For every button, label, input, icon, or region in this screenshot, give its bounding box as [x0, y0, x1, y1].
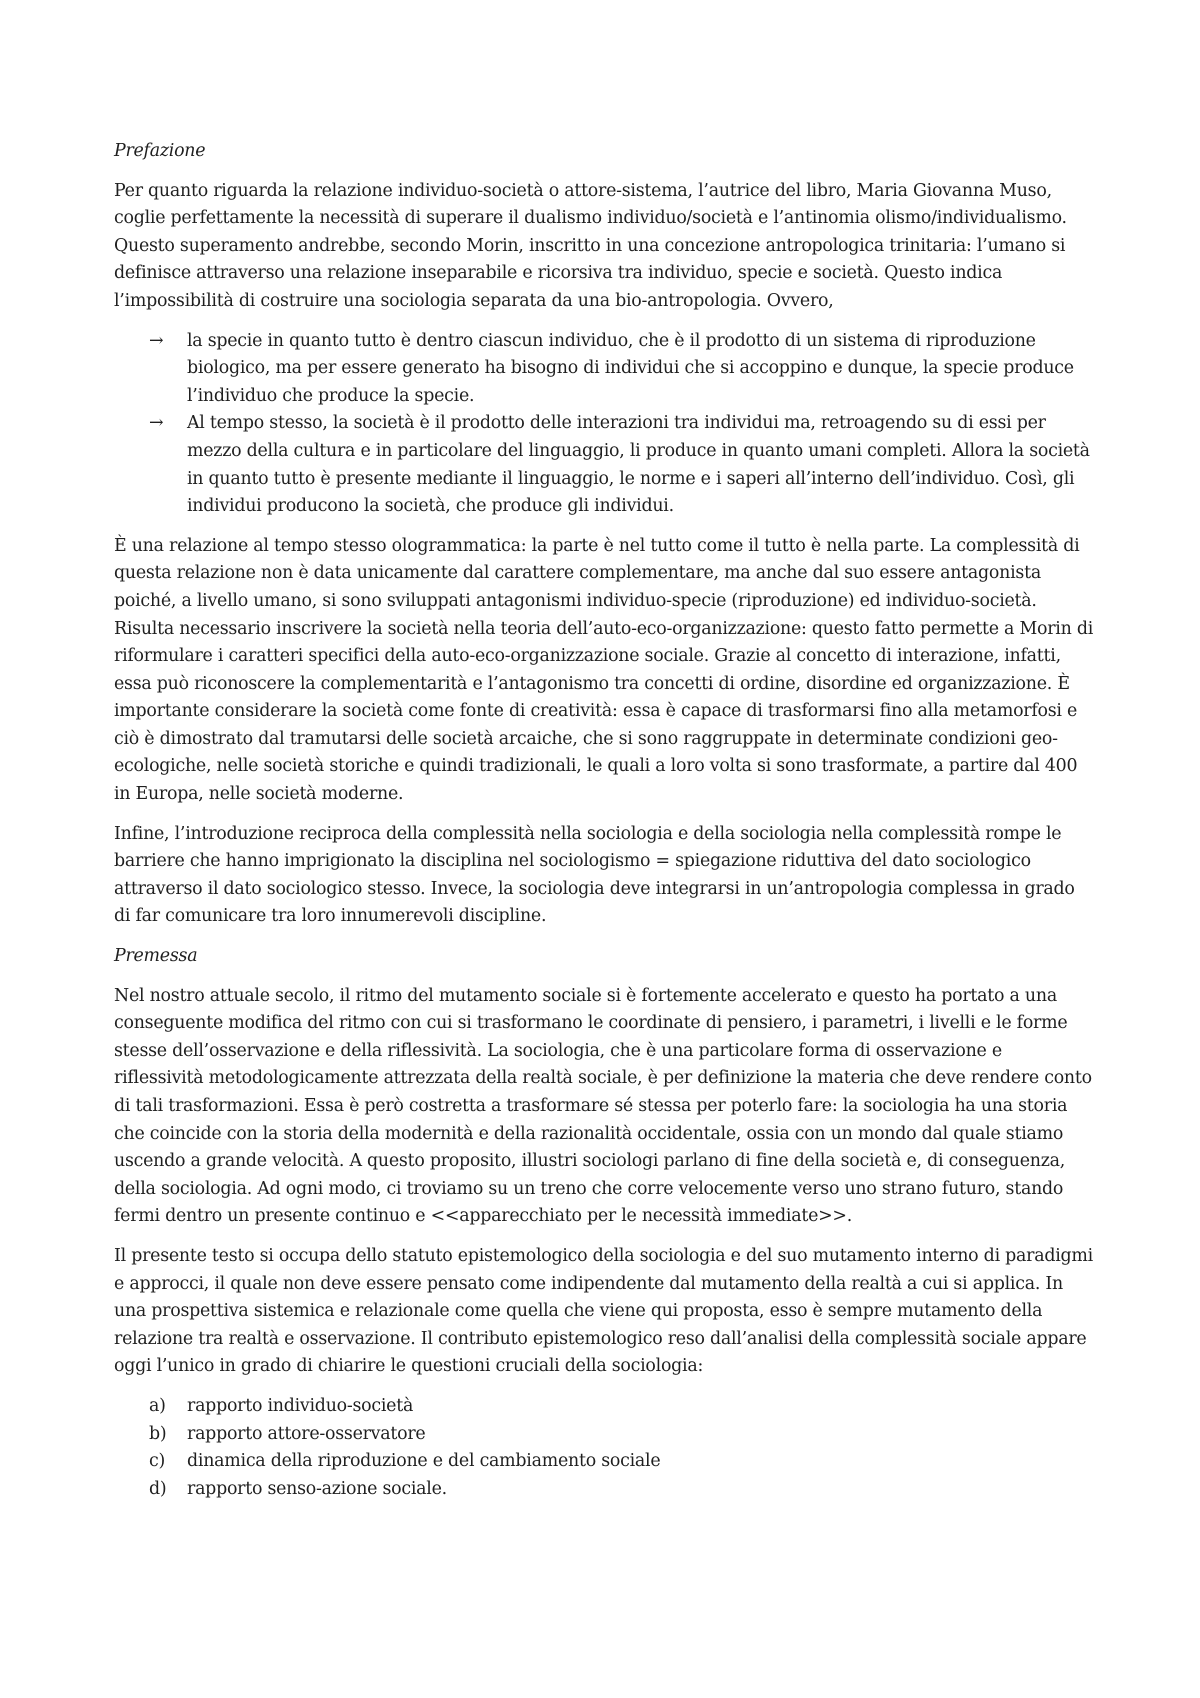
paragraph: È una relazione al tempo stesso ologrammatica: la parte è nel tutto come il tutto è nella parte. La complessità di questa relazione non è data unicamente dal carattere complementare, ma anche dal suo essere antagonista poiché, a livello umano, si sono sviluppati antagonismi individuo-specie (riproduzione) ed individuo-società. Risulta necessario inscrivere la società nella teoria dell’auto-eco-organizzazione: questo fatto permette a Morin di riformulare i caratteri specifici della auto-eco-organizzazione sociale. Grazie al concetto di interazione, infatti, essa può riconoscere la complementarità e l’antagonismo tra concetti di ordine, disordine ed organizzazione. È importante considerare la società come fonte di creatività: essa è capace di trasformarsi fino alla metamorfosi e ciò è dimostrato dal tramutarsi delle società arcaiche, che si sono raggruppate in determinate condizioni geo-ecologiche, nelle società storiche e quindi tradizionali, le quali a loro volta si sono trasformate, a partire dal 400 in Europa, nelle società moderne.	[114, 535, 1094, 805]
list-marker: c)	[149, 1451, 166, 1472]
arrow-bullet-list	[114, 328, 1094, 521]
list-item	[149, 1393, 1094, 1421]
list-item	[149, 1476, 1094, 1504]
list-marker: d)	[149, 1478, 167, 1499]
list-item-text: rapporto senso-azione sociale.	[187, 1478, 447, 1499]
list-marker: b)	[149, 1423, 167, 1444]
list-item	[149, 410, 1094, 520]
paragraph: Per quanto riguarda la relazione individuo-società o attore-sistema, l’autrice del libro, Maria Giovanna Muso, coglie perfettamente la necessità di superare il dualismo individuo/società e l’antinomia olismo/individualismo. Questo superamento andrebbe, secondo Morin, inscritto in una concezione antropologica trinitaria: l’umano si definisce attraverso una relazione inseparabile e ricorsiva tra individuo, specie e società. Questo indica l’impossibilità di costruire una sociologia separata da una bio-antropologia. Ovvero,	[114, 180, 1067, 311]
list-marker: a)	[149, 1395, 166, 1416]
list-item-text: rapporto individuo-società	[187, 1395, 414, 1416]
list-item	[149, 1448, 1094, 1476]
paragraph: Il presente testo si occupa dello statuto epistemologico della sociologia e del suo mutamento interno di paradigmi e approcci, il quale non deve essere pensato come indipendente dal mutamento della realtà a cui si applica. In una prospettiva sistemica e relazionale come quella che viene qui proposta, esso è sempre mutamento della relazione tra realtà e osservazione. Il contributo epistemologico reso dall’analisi della complessità sociale appare oggi l’unico in grado di chiarire le questioni cruciali della sociologia:	[114, 1245, 1093, 1377]
arrow-icon: →	[149, 330, 164, 351]
paragraph: Infine, l’introduzione reciproca della complessità nella sociologia e della sociologia nella complessità rompe le barriere che hanno imprigionato la disciplina nel sociologismo = spiegazione riduttiva del dato sociologico attraverso il dato sociologico stesso. Invece, la sociologia deve integrarsi in un’antropologia complessa in grado di far comunicare tra loro innumerevoli discipline.	[114, 823, 1075, 927]
list-item-text: rapporto attore-osservatore	[187, 1423, 426, 1444]
lettered-list	[114, 1393, 1094, 1503]
section-heading-prefazione: Prefazione	[114, 141, 206, 161]
list-item-text: Al tempo stesso, la società è il prodotto delle interazioni tra individui ma, retroagendo su di essi per mezzo della cultura e in particolare del linguaggio, li produce in quanto umani completi. Allora la società in quanto tutto è presente mediante il linguaggio, le norme e i saperi all’interno dell’individuo. Così, gli individui producono la società, che produce gli individui.	[187, 413, 1090, 517]
section-heading-premessa: Premessa	[114, 946, 198, 967]
list-item-text: la specie in quanto tutto è dentro ciascun individuo, che è il prodotto di un sistema di riproduzione biologico, ma per essere generato ha bisogno di individui che si accoppino e dunque, la specie produce l’individuo che produce la specie.	[187, 330, 1074, 406]
document-page	[114, 138, 1094, 1503]
list-item-text: dinamica della riproduzione e del cambiamento sociale	[187, 1451, 661, 1472]
list-item	[149, 328, 1094, 411]
arrow-icon: →	[149, 413, 164, 434]
paragraph: Nel nostro attuale secolo, il ritmo del mutamento sociale si è fortemente accelerato e questo ha portato a una conseguente modifica del ritmo con cui si trasformano le coordinate di pensiero, i parametri, i livelli e le forme stesse dell’osservazione e della riflessività. La sociologia, che è una particolare forma di osservazione e riflessività metodologicamente attrezzata della realtà sociale, è per definizione la materia che deve rendere conto di tali trasformazioni. Essa è però costretta a trasformare sé stessa per poterlo fare: la sociologia ha una storia che coincide con la storia della modernità e della razionalità occidentale, ossia con un mondo dal quale stiamo uscendo a grande velocità. A questo proposito, illustri sociologi parlano di fine della società e, di conseguenza, della sociologia. Ad ogni modo, ci troviamo su un treno che corre velocemente verso uno strano futuro, stando fermi dentro un presente continuo e <<apparecchiato per le necessità immediate>>.	[114, 985, 1092, 1227]
list-item	[149, 1421, 1094, 1449]
